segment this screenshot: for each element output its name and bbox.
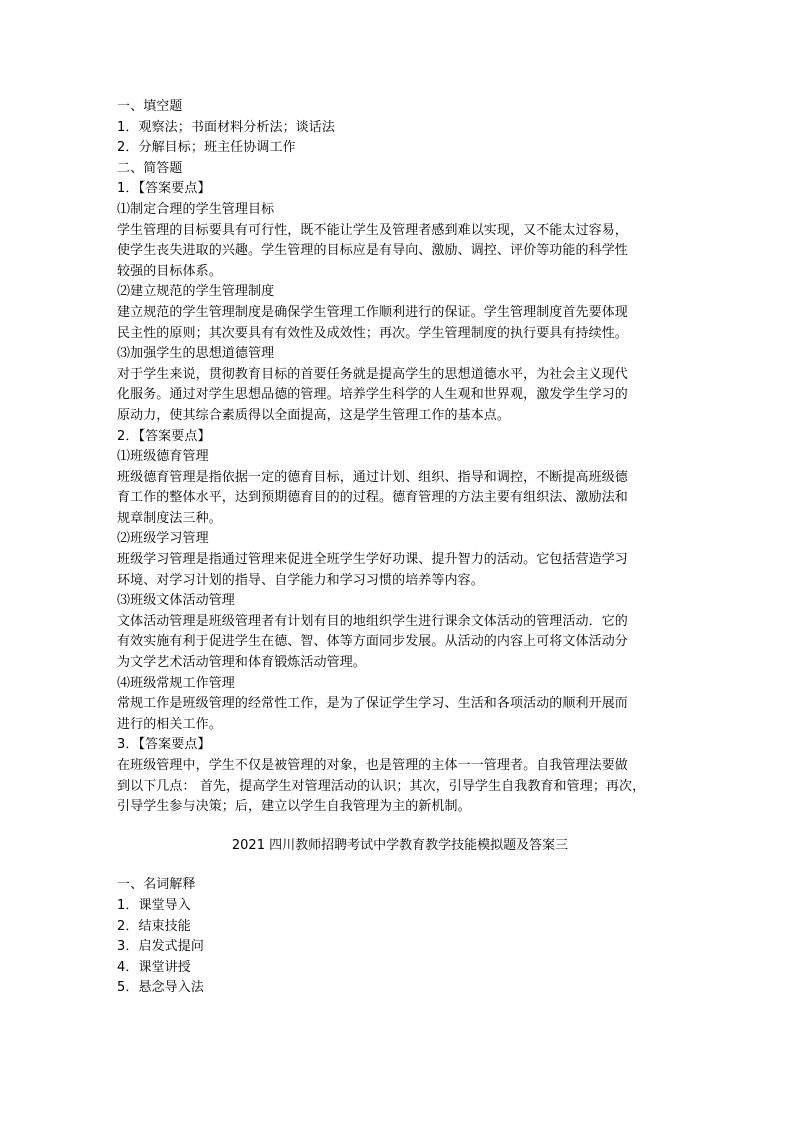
paragraph-line: 文体活动管理是班级管理者有计划有目的地组织学生进行课余文体活动的管理活动．它的 bbox=[117, 613, 628, 629]
paragraph-line: 在班级管理中，学生不仅是被管理的对象，也是管理的主体一一管理者。自我管理法要做 bbox=[117, 758, 628, 773]
section-heading-short-answer: 二、简答题 bbox=[117, 160, 183, 176]
point-title: ⑴班级德育管理 bbox=[117, 449, 209, 465]
paragraph-line: 学生管理的目标要具有可行性，既不能让学生及管理者感到难以实现，又不能太过容易， bbox=[117, 222, 628, 238]
point-title: ⑶班级文体活动管理 bbox=[117, 593, 235, 609]
term-item: 4．课堂讲授 bbox=[117, 959, 191, 975]
point-title: ⑵班级学习管理 bbox=[117, 531, 209, 547]
paragraph-line: 引导学生参与决策；后，建立以学生自我管理为主的新机制。 bbox=[117, 799, 471, 815]
paragraph-line: 民主性的原则；其次要具有有效性及成效性；再次。学生管理制度的执行要具有持续性。 bbox=[117, 325, 628, 341]
answer-line: 2．分解目标；班主任协调工作 bbox=[117, 140, 296, 156]
section-heading-terms: 一、名词解释 bbox=[117, 877, 196, 893]
section-heading-fill-blank: 一、填空题 bbox=[117, 99, 183, 114]
paragraph-line: 常规工作是班级管理的经常性工作，是为了保证学生学习、生活和各项活动的顺利开展而 bbox=[117, 696, 628, 712]
answer-key-label: 3．【答案要点】 bbox=[117, 737, 211, 753]
paragraph-line: 化服务。通过对学生思想品德的管理。培养学生科学的人生观和世界观，激发学生学习的 bbox=[117, 387, 628, 403]
paragraph-line: 进行的相关工作。 bbox=[117, 716, 222, 732]
paragraph-line: 较强的目标体系。 bbox=[117, 263, 222, 279]
paragraph-line: 环境、对学习计划的指导、自学能力和学习习惯的培养等内容。 bbox=[117, 572, 484, 588]
answer-line: 1．观察法；书面材料分析法；谈话法 bbox=[117, 119, 335, 135]
paragraph-line: 班级学习管理是指通过管理来促进全班学生学好功课、提升智力的活动。它包括营造学习 bbox=[117, 552, 628, 568]
paragraph-line: 原动力，使其综合素质得以全面提高，这是学生管理工作的基本点。 bbox=[117, 407, 511, 423]
paragraph-line: 建立规范的学生管理制度是确保学生管理工作顺利进行的保证。学生管理制度首先要体现 bbox=[117, 304, 628, 320]
point-title: ⑷班级常规工作管理 bbox=[117, 675, 235, 691]
term-item: 5．悬念导入法 bbox=[117, 980, 204, 996]
point-title: ⑴制定合理的学生管理目标 bbox=[117, 201, 275, 217]
document-content bbox=[117, 97, 683, 999]
paragraph-line: 对于学生来说，贯彻教育目标的首要任务就是提高学生的思想道德水平，为社会主义现代 bbox=[117, 366, 628, 382]
term-item: 2．结束技能 bbox=[117, 918, 191, 934]
paragraph-line: 为文学艺术活动管理和体育锻炼活动管理。 bbox=[117, 655, 366, 671]
paragraph-line: 规章制度法三种。 bbox=[117, 510, 222, 526]
point-title: ⑶加强学生的思想道德管理 bbox=[117, 346, 275, 362]
paragraph-line: 育工作的整体水平，达到预期德育目的的过程。德育管理的方法主要有组织法、激励法和 bbox=[117, 490, 628, 506]
paragraph-line: 有效实施有利于促进学生在德、智、体等方面同步发展。从活动的内容上可将文体活动分 bbox=[117, 634, 628, 650]
document-title: 2021 四川教师招聘考试中学教育教学技能模拟题及答案三 bbox=[231, 837, 569, 853]
term-item: 1．课堂导入 bbox=[117, 897, 191, 913]
paragraph-line: 使学生丧失进取的兴趣。学生管理的目标应是有导向、激励、调控、评价等功能的科学性 bbox=[117, 243, 628, 259]
point-title: ⑵建立规范的学生管理制度 bbox=[117, 284, 275, 300]
term-item: 3．启发式提问 bbox=[117, 939, 204, 955]
paragraph-line: 班级德育管理是指依据一定的德育目标，通过计划、组织、指导和调控，不断提高班级德 bbox=[117, 469, 628, 485]
answer-key-label: 2．【答案要点】 bbox=[117, 428, 211, 444]
paragraph-line: 到以下几点： 首先，提高学生对管理活动的认识；其次，引导学生自我教育和管理；再次， bbox=[117, 778, 646, 794]
answer-key-label: 1．【答案要点】 bbox=[117, 181, 211, 197]
